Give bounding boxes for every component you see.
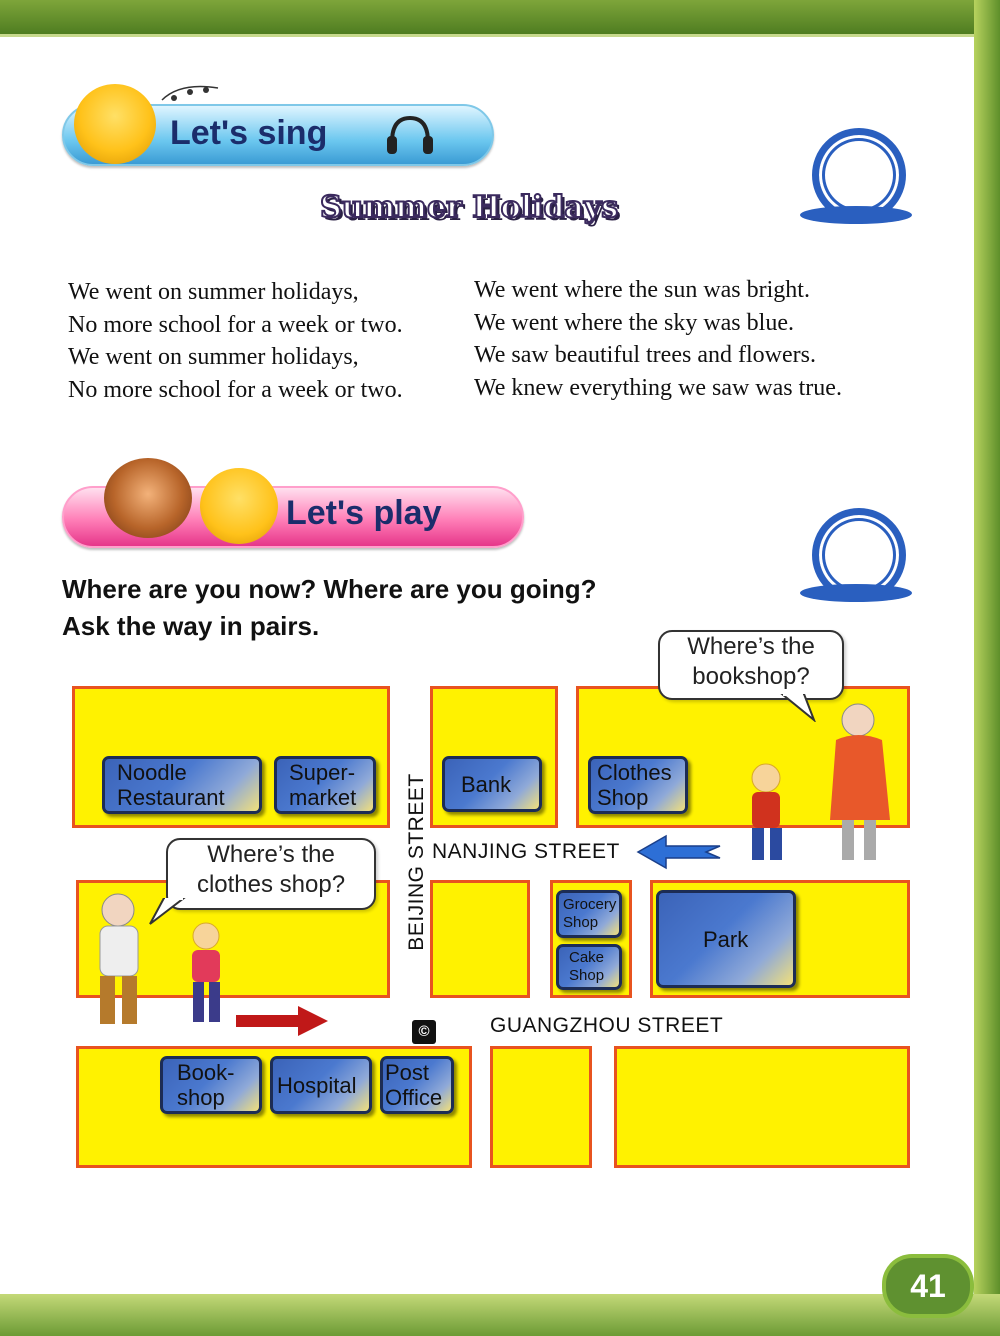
song-title: Summer Holidays <box>320 190 619 225</box>
map-block <box>430 880 530 998</box>
music-notes-icon <box>160 78 220 106</box>
clothes-shop[interactable]: Clothes Shop <box>588 756 688 814</box>
beijing-street-label: BEIJING STREET <box>405 773 428 951</box>
old-man-figure <box>80 890 160 1032</box>
cat-mascot-icon <box>74 84 156 164</box>
red-arrow-right-icon <box>236 1004 330 1038</box>
speech-bubble-bookshop: Where’s the bookshop? <box>658 630 844 700</box>
lyrics-right <box>474 274 842 404</box>
page-number: 41 <box>886 1258 970 1314</box>
lyric-line: We went on summer holidays, <box>68 344 359 370</box>
noodle-restaurant[interactable]: Noodle Restaurant <box>102 756 262 814</box>
right-border <box>974 0 1000 1336</box>
cat-mascot-icon <box>200 468 278 544</box>
post-office[interactable]: Post Office <box>380 1056 454 1114</box>
lets-play-title: Let's play <box>286 494 442 532</box>
lyric-line: We went on summer holidays, <box>68 279 359 305</box>
speech-bubble-clothes-shop: Where’s the clothes shop? <box>166 838 376 910</box>
blue-arrow-left-icon <box>636 834 722 870</box>
lets-sing-title: Let's sing <box>170 114 328 152</box>
nanjing-street-label: NANJING STREET <box>432 840 620 863</box>
lyric-line: No more school for a week or two. <box>68 376 403 403</box>
lyrics-left <box>68 276 403 406</box>
girl-figure <box>176 920 238 1030</box>
lyric-line: We went where the sun was bright. <box>474 277 810 303</box>
map-block <box>614 1046 910 1168</box>
top-border <box>0 0 1000 37</box>
lyric-line: We went where the sky was blue. <box>474 309 794 336</box>
hospital[interactable]: Hospital <box>270 1056 372 1114</box>
stamp-base <box>800 206 912 224</box>
grocery-shop[interactable]: Grocery Shop <box>556 890 622 938</box>
lyric-line: No more school for a week or two. <box>68 311 403 338</box>
lyric-line: We knew everything we saw was true. <box>474 374 842 401</box>
headphones-icon <box>384 112 436 156</box>
lyric-line: We saw beautiful trees and flowers. <box>474 342 816 368</box>
guangzhou-street-label: GUANGZHOU STREET <box>490 1014 724 1037</box>
supermarket[interactable]: Super- market <box>274 756 376 814</box>
bookshop[interactable]: Book- shop <box>160 1056 262 1114</box>
cake-shop[interactable]: Cake Shop <box>556 944 622 990</box>
boy-figure <box>734 760 804 866</box>
bottom-border <box>0 1294 1000 1336</box>
stamp-base <box>800 584 912 602</box>
instruction-line-2: Ask the way in pairs. <box>62 611 320 641</box>
monkey-mascot-icon <box>104 458 192 538</box>
old-woman-figure <box>800 700 900 870</box>
instruction-line-1: Where are you now? Where are you going? <box>62 574 597 604</box>
map-block <box>490 1046 592 1168</box>
bus-stop-sign-icon: © <box>412 1020 436 1044</box>
bank[interactable]: Bank <box>442 756 542 812</box>
park[interactable]: Park <box>656 890 796 988</box>
